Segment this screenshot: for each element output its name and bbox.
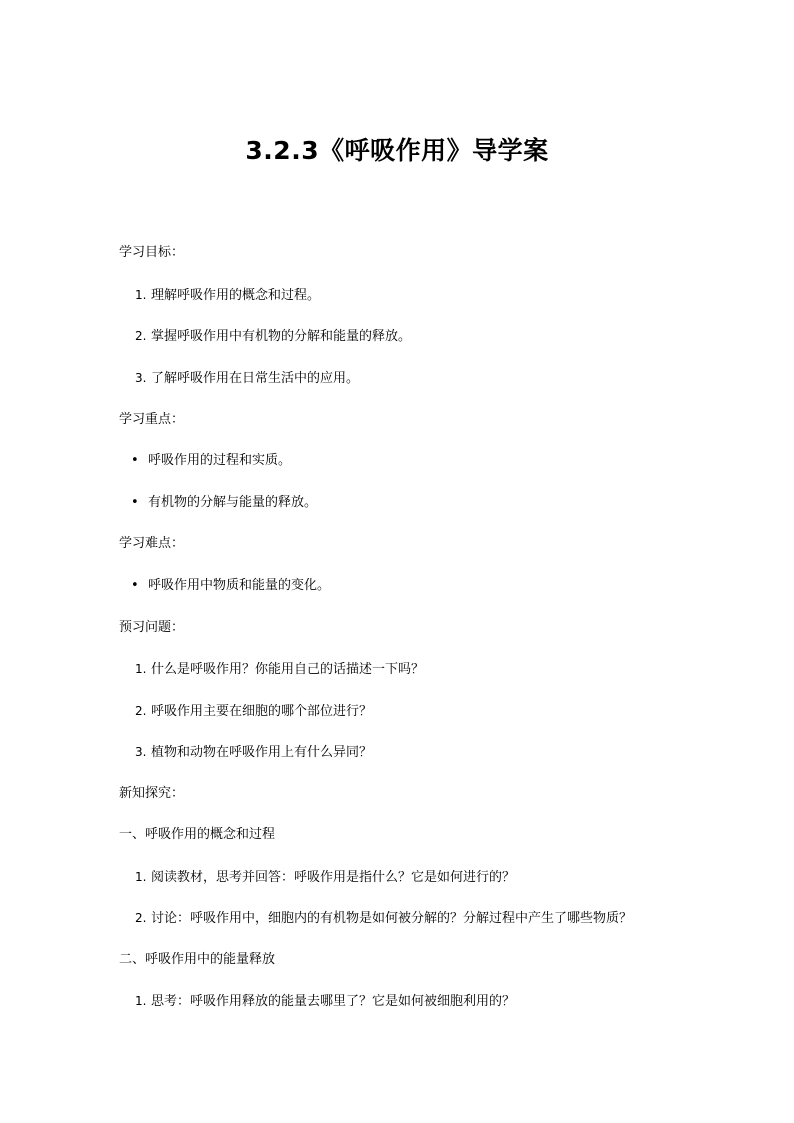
preview-item [135,660,424,679]
explore-heading: 新知探究： [119,786,185,801]
item-number: 2. [135,704,147,718]
bullet-icon: • [131,453,139,468]
difficulties-heading: 学习难点： [119,536,185,551]
item-text: 呼吸作用的过程和实质。 [148,453,292,468]
difficulty-item [131,577,330,595]
explore-item [135,909,632,928]
item-text: 呼吸作用中物质和能量的变化。 [148,578,331,593]
item-text: 呼吸作用主要在细胞的哪个部位进行？ [151,704,373,719]
explore-section-heading: 一、呼吸作用的概念和过程 [119,827,276,842]
preview-item [135,702,372,721]
item-number: 2. [135,911,147,925]
preview-item [135,743,372,762]
objective-item [135,327,411,346]
item-text: 思考：呼吸作用释放的能量去哪里了？它是如何被细胞利用的？ [151,994,516,1009]
item-number: 1. [135,994,147,1008]
item-text: 阅读教材，思考并回答：呼吸作用是指什么？它是如何进行的？ [151,870,516,885]
key-point-item [131,494,317,512]
item-text: 什么是呼吸作用？你能用自己的话描述一下吗？ [151,662,425,677]
preview-heading: 预习问题： [119,620,185,635]
item-text: 植物和动物在呼吸作用上有什么异同？ [151,745,373,760]
item-number: 2. [135,329,147,343]
bullet-icon: • [131,578,139,593]
explore-section-heading: 二、呼吸作用中的能量释放 [119,952,276,967]
key-points-heading: 学习重点： [119,412,185,427]
item-text: 掌握呼吸作用中有机物的分解和能量的释放。 [151,329,412,344]
bullet-icon: • [131,495,139,510]
item-text: 理解呼吸作用的概念和过程。 [151,288,321,303]
objective-item [135,369,359,388]
item-text: 讨论：呼吸作用中，细胞内的有机物是如何被分解的？分解过程中产生了哪些物质？ [151,911,633,926]
explore-item [135,868,515,887]
item-text: 了解呼吸作用在日常生活中的应用。 [151,371,360,386]
key-point-item [131,452,291,470]
objectives-heading: 学习目标： [119,245,185,260]
item-number: 3. [135,371,147,385]
item-number: 1. [135,288,147,302]
item-number: 1. [135,662,147,676]
item-number: 1. [135,870,147,884]
item-text: 有机物的分解与能量的释放。 [148,495,318,510]
objective-item [135,286,320,305]
document-title: 3.2.3《呼吸作用》导学案 [245,136,549,165]
item-number: 3. [135,745,147,759]
explore-item [135,992,515,1011]
